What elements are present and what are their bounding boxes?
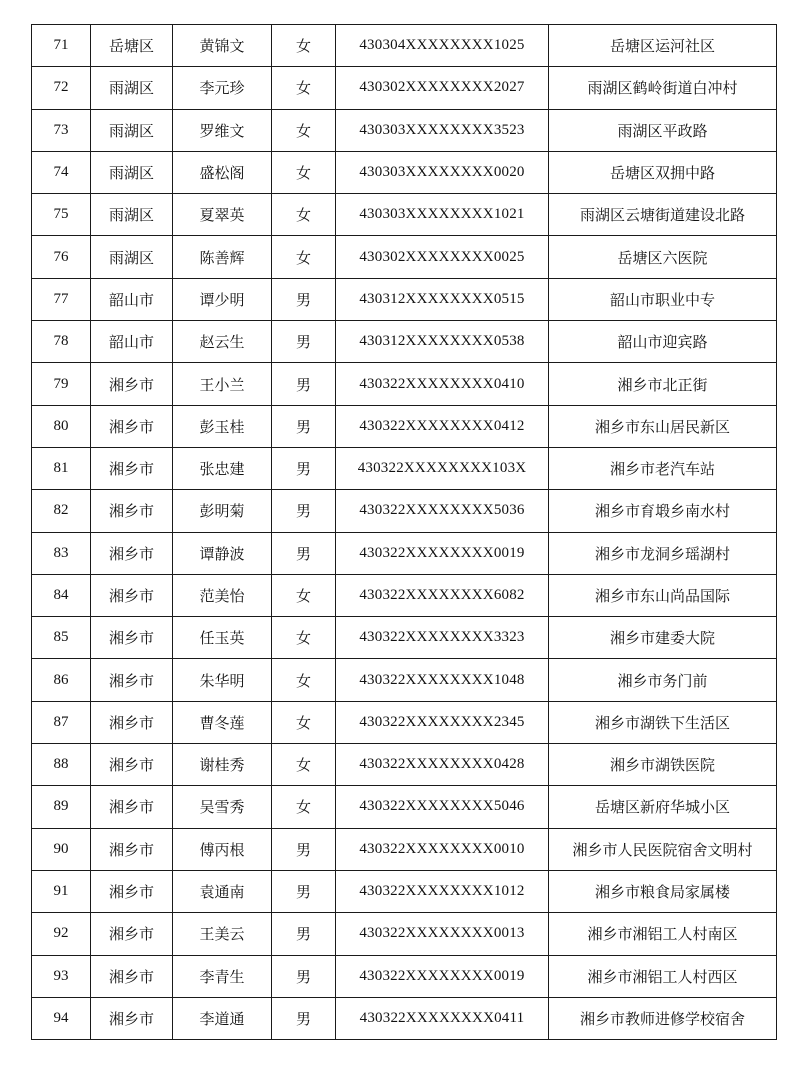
district-cell: 湘乡市	[91, 405, 173, 447]
table-row	[32, 701, 777, 743]
gender-cell: 男	[272, 363, 336, 405]
gender-cell: 女	[272, 701, 336, 743]
person-name-cell: 谢桂秀	[173, 744, 272, 786]
gender-cell: 男	[272, 913, 336, 955]
row-number-cell: 71	[32, 25, 91, 67]
gender-cell: 女	[272, 109, 336, 151]
district-cell: 湘乡市	[91, 363, 173, 405]
row-number-cell: 88	[32, 744, 91, 786]
district-cell: 湘乡市	[91, 828, 173, 870]
address-cell: 韶山市迎宾路	[549, 321, 777, 363]
district-cell: 湘乡市	[91, 447, 173, 489]
gender-cell: 女	[272, 236, 336, 278]
person-name-cell: 谭少明	[173, 278, 272, 320]
row-number-cell: 76	[32, 236, 91, 278]
address-cell: 湘乡市务门前	[549, 659, 777, 701]
person-name-cell: 陈善辉	[173, 236, 272, 278]
table-row	[32, 194, 777, 236]
address-cell: 湘乡市老汽车站	[549, 447, 777, 489]
table-row	[32, 828, 777, 870]
address-cell: 湘乡市育塅乡南水村	[549, 490, 777, 532]
roster-table-body	[32, 25, 777, 1040]
table-row	[32, 363, 777, 405]
table-row	[32, 532, 777, 574]
table-row	[32, 574, 777, 616]
id-number-cell: 430322XXXXXXXX5036	[336, 490, 549, 532]
person-name-cell: 夏翠英	[173, 194, 272, 236]
table-row	[32, 109, 777, 151]
table-row	[32, 659, 777, 701]
table-row	[32, 617, 777, 659]
address-cell: 湘乡市教师进修学校宿舍	[549, 997, 777, 1039]
id-number-cell: 430312XXXXXXXX0538	[336, 321, 549, 363]
district-cell: 湘乡市	[91, 659, 173, 701]
row-number-cell: 90	[32, 828, 91, 870]
row-number-cell: 91	[32, 870, 91, 912]
row-number-cell: 85	[32, 617, 91, 659]
gender-cell: 男	[272, 870, 336, 912]
table-row	[32, 997, 777, 1039]
gender-cell: 男	[272, 532, 336, 574]
district-cell: 湘乡市	[91, 532, 173, 574]
id-number-cell: 430322XXXXXXXX6082	[336, 574, 549, 616]
person-name-cell: 彭玉桂	[173, 405, 272, 447]
row-number-cell: 73	[32, 109, 91, 151]
address-cell: 雨湖区平政路	[549, 109, 777, 151]
person-name-cell: 袁通南	[173, 870, 272, 912]
district-cell: 岳塘区	[91, 25, 173, 67]
roster-table	[31, 24, 777, 1040]
row-number-cell: 79	[32, 363, 91, 405]
id-number-cell: 430322XXXXXXXX0019	[336, 532, 549, 574]
address-cell: 湘乡市粮食局家属楼	[549, 870, 777, 912]
address-cell: 湘乡市湘铝工人村南区	[549, 913, 777, 955]
address-cell: 岳塘区六医院	[549, 236, 777, 278]
row-number-cell: 94	[32, 997, 91, 1039]
person-name-cell: 彭明菊	[173, 490, 272, 532]
address-cell: 湘乡市建委大院	[549, 617, 777, 659]
row-number-cell: 87	[32, 701, 91, 743]
table-row	[32, 870, 777, 912]
gender-cell: 女	[272, 786, 336, 828]
district-cell: 韶山市	[91, 321, 173, 363]
address-cell: 岳塘区运河社区	[549, 25, 777, 67]
row-number-cell: 89	[32, 786, 91, 828]
gender-cell: 男	[272, 321, 336, 363]
gender-cell: 女	[272, 659, 336, 701]
district-cell: 湘乡市	[91, 913, 173, 955]
id-number-cell: 430303XXXXXXXX0020	[336, 151, 549, 193]
district-cell: 雨湖区	[91, 109, 173, 151]
district-cell: 湘乡市	[91, 997, 173, 1039]
row-number-cell: 84	[32, 574, 91, 616]
id-number-cell: 430302XXXXXXXX0025	[336, 236, 549, 278]
gender-cell: 男	[272, 490, 336, 532]
address-cell: 湘乡市东山尚品国际	[549, 574, 777, 616]
address-cell: 湘乡市人民医院宿舍文明村	[549, 828, 777, 870]
row-number-cell: 92	[32, 913, 91, 955]
person-name-cell: 范美怡	[173, 574, 272, 616]
district-cell: 湘乡市	[91, 617, 173, 659]
row-number-cell: 80	[32, 405, 91, 447]
table-row	[32, 447, 777, 489]
id-number-cell: 430322XXXXXXXX0013	[336, 913, 549, 955]
person-name-cell: 张忠建	[173, 447, 272, 489]
district-cell: 湘乡市	[91, 955, 173, 997]
id-number-cell: 430322XXXXXXXX5046	[336, 786, 549, 828]
table-row	[32, 151, 777, 193]
address-cell: 湘乡市东山居民新区	[549, 405, 777, 447]
id-number-cell: 430322XXXXXXXX1048	[336, 659, 549, 701]
gender-cell: 男	[272, 447, 336, 489]
table-row	[32, 913, 777, 955]
table-row	[32, 955, 777, 997]
address-cell: 湘乡市湖铁医院	[549, 744, 777, 786]
table-row	[32, 405, 777, 447]
person-name-cell: 李道通	[173, 997, 272, 1039]
table-row	[32, 236, 777, 278]
address-cell: 湘乡市湖铁下生活区	[549, 701, 777, 743]
row-number-cell: 86	[32, 659, 91, 701]
table-row	[32, 321, 777, 363]
id-number-cell: 430322XXXXXXXX0411	[336, 997, 549, 1039]
id-number-cell: 430322XXXXXXXX103X	[336, 447, 549, 489]
gender-cell: 女	[272, 744, 336, 786]
district-cell: 雨湖区	[91, 194, 173, 236]
gender-cell: 女	[272, 151, 336, 193]
document-page	[31, 24, 776, 1040]
table-row	[32, 25, 777, 67]
row-number-cell: 82	[32, 490, 91, 532]
table-row	[32, 744, 777, 786]
gender-cell: 男	[272, 828, 336, 870]
person-name-cell: 谭静波	[173, 532, 272, 574]
person-name-cell: 黄锦文	[173, 25, 272, 67]
district-cell: 雨湖区	[91, 236, 173, 278]
table-row	[32, 278, 777, 320]
gender-cell: 女	[272, 194, 336, 236]
address-cell: 湘乡市龙洞乡瑶湖村	[549, 532, 777, 574]
district-cell: 湘乡市	[91, 786, 173, 828]
person-name-cell: 吴雪秀	[173, 786, 272, 828]
district-cell: 雨湖区	[91, 67, 173, 109]
person-name-cell: 李元珍	[173, 67, 272, 109]
table-row	[32, 67, 777, 109]
address-cell: 岳塘区双拥中路	[549, 151, 777, 193]
person-name-cell: 王美云	[173, 913, 272, 955]
id-number-cell: 430322XXXXXXXX2345	[336, 701, 549, 743]
id-number-cell: 430322XXXXXXXX0410	[336, 363, 549, 405]
person-name-cell: 盛松阁	[173, 151, 272, 193]
district-cell: 湘乡市	[91, 701, 173, 743]
person-name-cell: 王小兰	[173, 363, 272, 405]
address-cell: 湘乡市湘铝工人村西区	[549, 955, 777, 997]
address-cell: 湘乡市北正街	[549, 363, 777, 405]
row-number-cell: 81	[32, 447, 91, 489]
gender-cell: 女	[272, 617, 336, 659]
person-name-cell: 赵云生	[173, 321, 272, 363]
district-cell: 湘乡市	[91, 870, 173, 912]
row-number-cell: 74	[32, 151, 91, 193]
id-number-cell: 430322XXXXXXXX0428	[336, 744, 549, 786]
district-cell: 湘乡市	[91, 744, 173, 786]
id-number-cell: 430303XXXXXXXX3523	[336, 109, 549, 151]
id-number-cell: 430322XXXXXXXX1012	[336, 870, 549, 912]
address-cell: 韶山市职业中专	[549, 278, 777, 320]
id-number-cell: 430302XXXXXXXX2027	[336, 67, 549, 109]
id-number-cell: 430312XXXXXXXX0515	[336, 278, 549, 320]
id-number-cell: 430322XXXXXXXX3323	[336, 617, 549, 659]
row-number-cell: 78	[32, 321, 91, 363]
row-number-cell: 75	[32, 194, 91, 236]
district-cell: 雨湖区	[91, 151, 173, 193]
person-name-cell: 朱华明	[173, 659, 272, 701]
row-number-cell: 72	[32, 67, 91, 109]
id-number-cell: 430322XXXXXXXX0412	[336, 405, 549, 447]
address-cell: 岳塘区新府华城小区	[549, 786, 777, 828]
gender-cell: 男	[272, 955, 336, 997]
row-number-cell: 93	[32, 955, 91, 997]
gender-cell: 男	[272, 997, 336, 1039]
id-number-cell: 430322XXXXXXXX0010	[336, 828, 549, 870]
gender-cell: 女	[272, 67, 336, 109]
row-number-cell: 83	[32, 532, 91, 574]
row-number-cell: 77	[32, 278, 91, 320]
address-cell: 雨湖区鹤岭街道白冲村	[549, 67, 777, 109]
district-cell: 湘乡市	[91, 574, 173, 616]
gender-cell: 男	[272, 278, 336, 320]
id-number-cell: 430304XXXXXXXX1025	[336, 25, 549, 67]
district-cell: 湘乡市	[91, 490, 173, 532]
gender-cell: 女	[272, 25, 336, 67]
person-name-cell: 傅丙根	[173, 828, 272, 870]
person-name-cell: 任玉英	[173, 617, 272, 659]
address-cell: 雨湖区云塘街道建设北路	[549, 194, 777, 236]
person-name-cell: 曹冬莲	[173, 701, 272, 743]
id-number-cell: 430303XXXXXXXX1021	[336, 194, 549, 236]
table-row	[32, 490, 777, 532]
person-name-cell: 罗维文	[173, 109, 272, 151]
gender-cell: 男	[272, 405, 336, 447]
gender-cell: 女	[272, 574, 336, 616]
table-row	[32, 786, 777, 828]
district-cell: 韶山市	[91, 278, 173, 320]
person-name-cell: 李青生	[173, 955, 272, 997]
id-number-cell: 430322XXXXXXXX0019	[336, 955, 549, 997]
